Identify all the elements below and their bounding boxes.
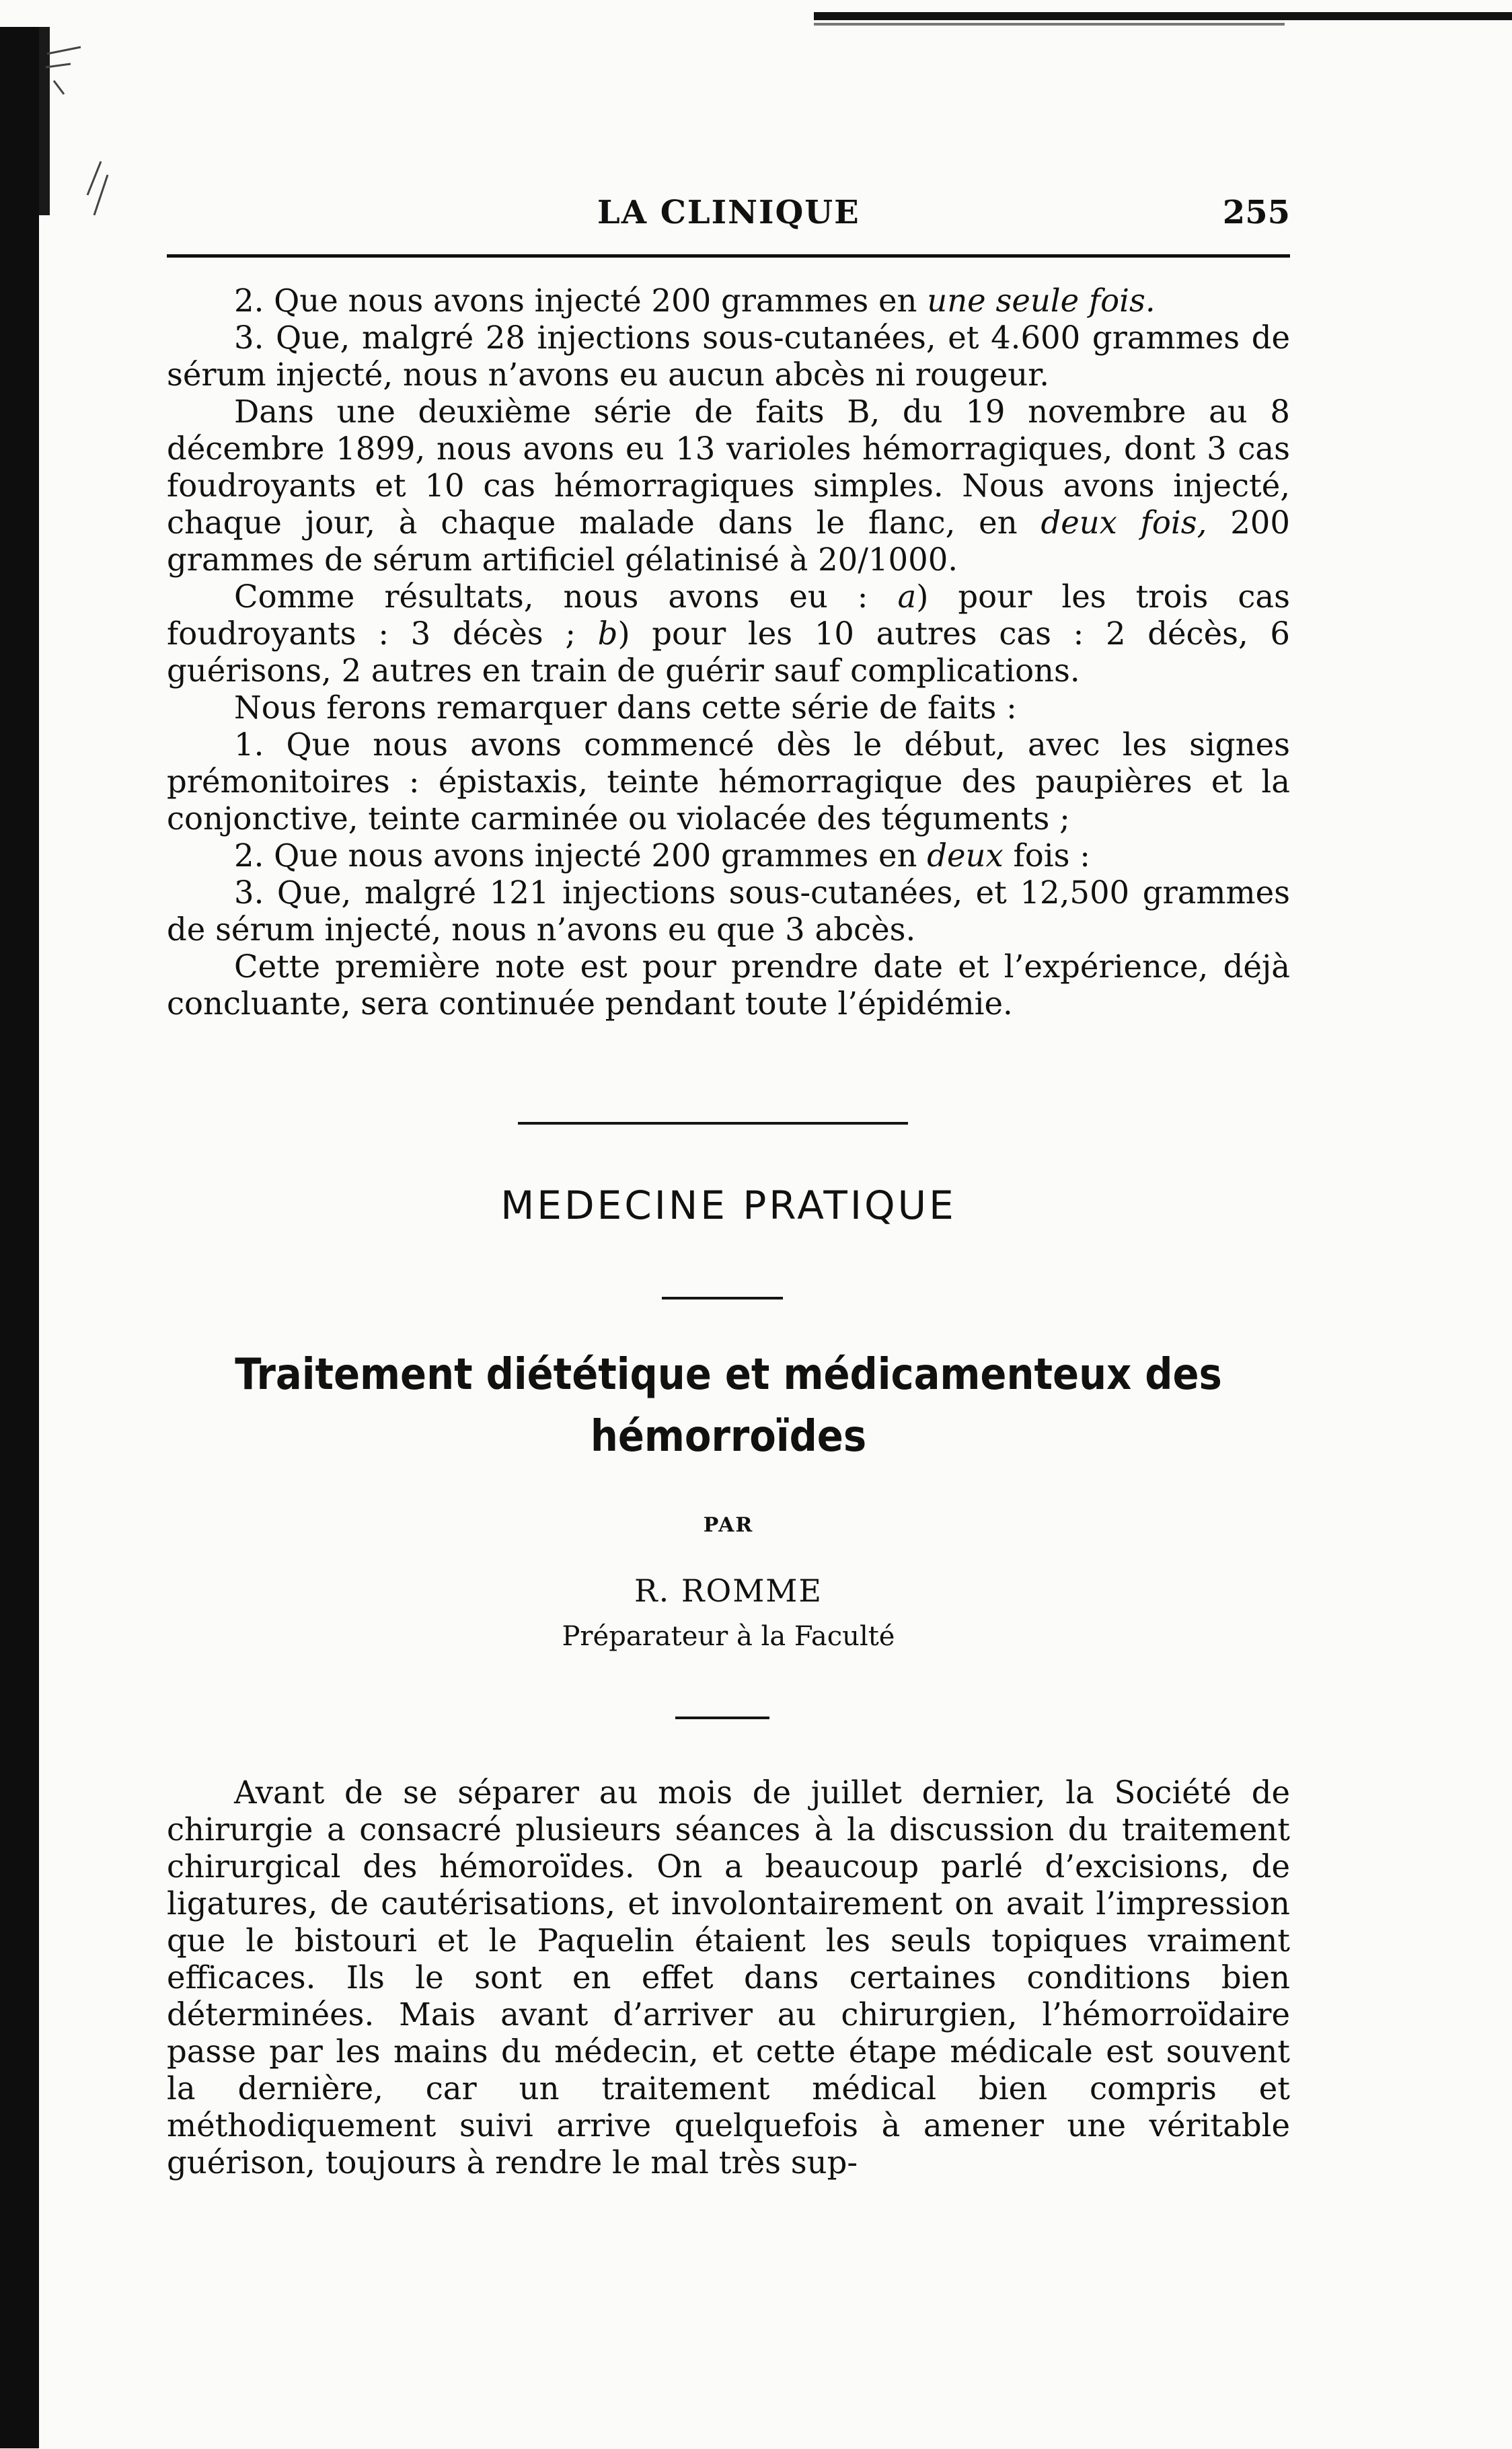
body-text-block-2 <box>167 1774 1290 2181</box>
italic-run: une seule fois. <box>927 282 1156 319</box>
text-run: 3. Que, malgré 121 injections sous-cutanées, et 12,500 grammes de sérum injecté, nous n’avons eu que 3 abcès. <box>167 874 1290 948</box>
scan-corner-mark <box>40 40 114 215</box>
paragraph <box>167 948 1290 1022</box>
section-title: MEDECINE PRATIQUE <box>500 1182 956 1228</box>
text-run: Nous ferons remarquer dans cette série de faits : <box>234 689 1017 726</box>
paragraph <box>167 393 1290 578</box>
body-text-block-1 <box>167 282 1290 1022</box>
italic-run: a <box>897 578 917 615</box>
text-run: ) pour les trois cas foudroyants : 3 décès ; <box>167 578 1290 652</box>
paragraph <box>167 578 1290 689</box>
italic-run: b <box>597 615 618 652</box>
paragraph <box>167 1774 1290 2181</box>
scan-left-border <box>0 27 39 2448</box>
text-run: 2. Que nous avons injecté 200 grammes en <box>234 282 928 319</box>
text-run: 200 grammes de sérum artificiel gélatinisé à 20/1000. <box>167 504 1290 578</box>
byline-affiliation: Préparateur à la Faculté <box>562 1621 895 1652</box>
section-separator-rule <box>518 1122 908 1125</box>
text-run: Comme résultats, nous avons eu : <box>234 578 898 615</box>
text-run: 3. Que, malgré 28 injections sous-cutanées, et 4.600 grammes de sérum injecté, nous n’avons eu aucun abcès ni rougeur. <box>167 319 1290 393</box>
paragraph <box>167 837 1290 874</box>
paragraph <box>167 689 1290 726</box>
text-run: 2. Que nous avons injecté 200 grammes en <box>234 837 928 874</box>
italic-run: deux fois, <box>1041 504 1207 541</box>
italic-run: deux <box>927 837 1004 874</box>
article-title-line-2: hémorroïdes <box>590 1412 867 1462</box>
page-number: 255 <box>1222 194 1290 231</box>
text-run: Cette première note est pour prendre date et l’expérience, déjà concluante, sera continuée pendant toute l’épidémie. <box>167 948 1290 1022</box>
text-run: fois : <box>1003 837 1090 874</box>
byline-author: R. ROMME <box>634 1573 823 1609</box>
scan-top-rule-thin <box>814 23 1285 26</box>
byline-par: PAR <box>703 1513 754 1537</box>
paragraph <box>167 874 1290 948</box>
paragraph <box>167 282 1290 319</box>
running-header <box>167 188 1290 242</box>
paragraph <box>167 319 1290 393</box>
text-run: ) pour les 10 autres cas : 2 décès, 6 guérisons, 2 autres en train de guérir sauf complications. <box>167 615 1291 689</box>
scan-top-rule <box>814 12 1512 20</box>
running-title: LA CLINIQUE <box>597 194 860 231</box>
article-title <box>167 1344 1290 1468</box>
header-rule <box>167 254 1290 258</box>
short-rule-1 <box>662 1297 783 1299</box>
text-run: Avant de se séparer au mois de juillet dernier, la Société de chirurgie a consacré plusieurs séances à la discussion du traitement chirurgical des hémoroïdes. On a beaucoup parlé d’excisions, de ligatures, de cautérisations, et involontairement on avait l’impression que le bistouri et le Paquelin étaient les seuls topiques vraiment efficaces. Ils le sont en effet dans certaines conditions bien déterminées. Mais avant d’arriver au chirurgien, l’hémorroïdaire passe par les mains du médecin, et cette étape médicale est souvent la dernière, car un traitement médical bien compris et méthodiquement suivi arrive quelquefois à amener une véritable guérison, toujours à rendre le mal très sup- <box>167 1774 1290 2181</box>
text-run: Dans une deuxième série de faits B, du 19 novembre au 8 décembre 1899, nous avons eu 13 varioles hémorragiques, dont 3 cas foudroyants et 10 cas hémorragiques simples. Nous avons injecté, chaque jour, à chaque malade dans le flanc, en <box>167 393 1290 541</box>
article-title-line-1: Traitement diététique et médicamenteux des <box>235 1350 1222 1400</box>
short-rule-2 <box>675 1717 769 1719</box>
text-run: 1. Que nous avons commencé dès le début, avec les signes prémonitoires : épistaxis, teinte hémorragique des paupières et la conjonctive, teinte carminée ou violacée des téguments ; <box>167 726 1290 837</box>
paragraph <box>167 726 1290 837</box>
